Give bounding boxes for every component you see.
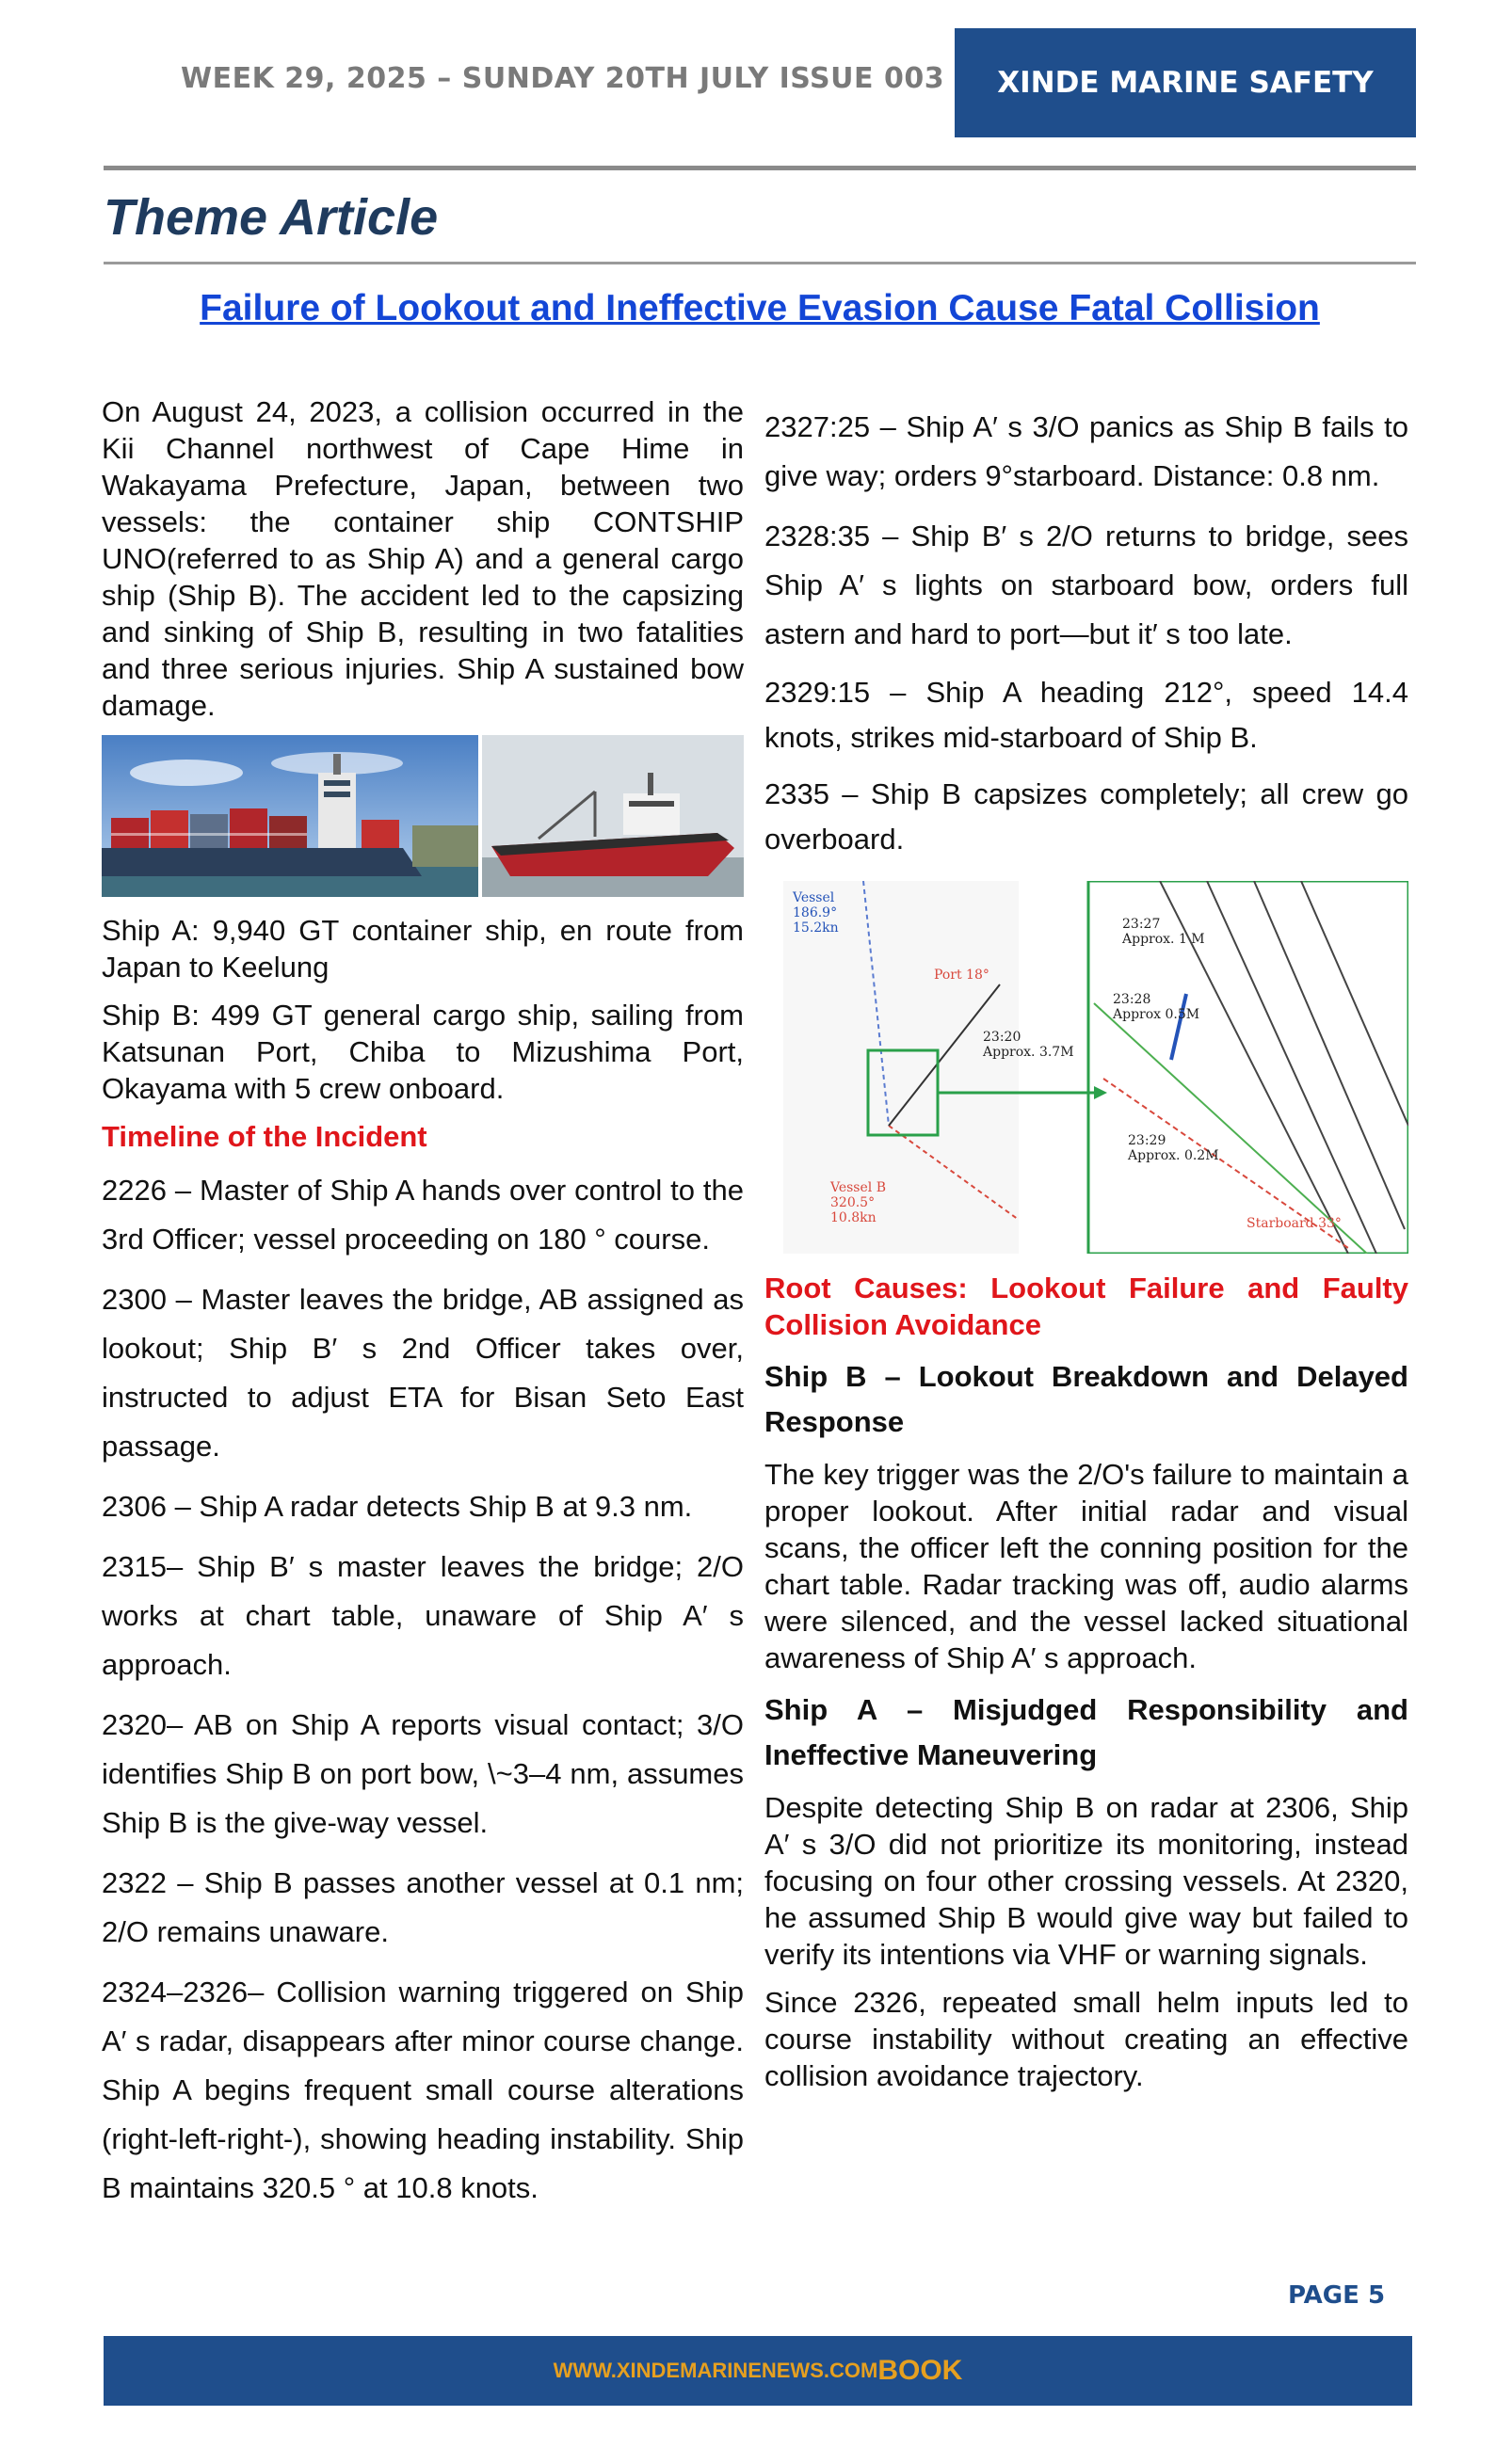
timeline-item: 2328:35 – Ship B′ s 2/O returns to bridge, sees Ship A′ s lights on starboard bow, orders full astern and hard to port—but it′ s too late. — [764, 520, 1408, 650]
cargo-ship-photo — [482, 735, 744, 897]
timeline-item: 2226 – Master of Ship A hands over control to the 3rd Officer; vessel proceeding on 180 ° course. — [102, 1174, 744, 1256]
root-causes-heading: Root Causes: Lookout Failure and Faulty Collision Avoidance — [764, 1272, 1408, 1341]
distance-2329-label: Approx. 0.2M — [1128, 1148, 1219, 1163]
ship-a-analysis: Despite detecting Ship B on radar at 2306, Ship A′ s 3/O did not prioritize its monitoring, instead focusing on four other crossing vessels. At 2320, he assumed Ship B would give way but failed to verify its intentions via VHF or warning signals. — [764, 1791, 1408, 1971]
distance-2327-label: Approx. 1 M — [1122, 932, 1205, 947]
time-2329-label: 23:29 — [1128, 1133, 1166, 1148]
ship-a-analysis-2: Since 2326, repeated small helm inputs led to course instability without creating an effective collision avoidance trajectory. — [764, 1986, 1408, 2092]
vessel-a-label-3: 15.2kn — [793, 920, 839, 936]
page-number: PAGE 5 — [1288, 2281, 1386, 2310]
right-column — [764, 403, 1408, 2105]
ship-a-heading: Ship A – Misjudged Responsibility and Ineffective Maneuvering — [764, 1693, 1408, 1771]
ship-b-description: Ship B: 499 GT general cargo ship, sailing from Katsunan Port, Chiba to Mizushima Port, Okayama with 5 crew onboard. — [102, 999, 744, 1105]
vessel-b-label-3: 10.8kn — [830, 1210, 877, 1225]
ship-b-analysis: The key trigger was the 2/O's failure to maintain a proper lookout. After initial radar and visual scans, the officer left the conning position for the chart table. Radar tracking was off, audio alarms were silenced, and the vessel lacked situational awareness of Ship A′ s approach. — [764, 1458, 1408, 1674]
starboard-turn-label: Starboard 33° — [1247, 1216, 1342, 1231]
brand-banner: XINDE MARINE SAFETY — [955, 28, 1416, 137]
timeline-item: 2315– Ship B′ s master leaves the bridge; 2/O works at chart table, unaware of Ship A′ s approach. — [102, 1550, 744, 1681]
timeline-item: 2324–2326– Collision warning triggered on Ship A′ s radar, disappears after minor course change. Ship A begins frequent small course alterations (right-left-right-), showing heading instability. Ship B maintains 320.5 ° at 10.8 knots. — [102, 1976, 744, 2204]
footer-book-label: BOOK — [877, 2355, 963, 2386]
timeline-item: 2327:25 – Ship A′ s 3/O panics as Ship B fails to give way; orders 9°starboard. Distance: 0.8 nm. — [764, 410, 1408, 492]
section-divider — [104, 262, 1416, 264]
port-turn-label: Port 18° — [934, 968, 989, 983]
article-headline[interactable]: Failure of Lookout and Ineffective Evasion Cause Fatal Collision — [200, 288, 1320, 328]
vessel-b-label-2: 320.5° — [830, 1195, 876, 1210]
time-2320-label: 23:20 — [983, 1030, 1021, 1045]
issue-line: WEEK 29, 2025 – SUNDAY 20TH JULY ISSUE 003 — [181, 62, 945, 95]
distance-2328-label: Approx 0.5M — [1113, 1007, 1200, 1022]
footer-bar — [104, 2336, 1412, 2406]
timeline-heading: Timeline of the Incident — [102, 1120, 427, 1153]
time-2327-label: 23:27 — [1122, 917, 1161, 932]
left-column — [102, 393, 744, 2224]
vessel-a-label-2: 186.9° — [793, 905, 838, 920]
container-ship-photo — [102, 735, 478, 897]
timeline-item: 2329:15 – Ship A heading 212°, speed 14.4 knots, strikes mid-starboard of Ship B. — [764, 676, 1408, 754]
section-title: Theme Article — [104, 189, 439, 246]
collision-track-diagram — [764, 881, 1408, 1254]
timeline-item: 2335 – Ship B capsizes completely; all crew go overboard. — [764, 777, 1408, 856]
timeline-item: 2300 – Master leaves the bridge, AB assigned as lookout; Ship B′ s 2nd Officer takes over, instructed to adjust ETA for Bisan Seto East passage. — [102, 1283, 744, 1463]
vessel-a-label-1: Vessel — [793, 890, 835, 905]
timeline-item: 2306 – Ship A radar detects Ship B at 9.3 nm. — [102, 1490, 693, 1523]
vessel-b-label-1: Vessel B — [830, 1180, 886, 1195]
intro-paragraph: On August 24, 2023, a collision occurred in the Kii Channel northwest of Cape Hime in Wakayama Prefecture, Japan, between two vessels: the container ship CONTSHIP UNO(referred to as Ship A) and a general cargo ship (Ship B). The accident led to the capsizing and sinking of Ship B, resulting in two fatalities and three serious injuries. Ship A sustained bow damage. — [102, 395, 744, 722]
ship-b-heading: Ship B – Lookout Breakdown and Delayed Response — [764, 1360, 1408, 1438]
ship-photos — [102, 735, 744, 897]
header-divider — [104, 166, 1416, 170]
footer-website-link[interactable]: WWW.XINDEMARINENEWS.COM — [553, 2359, 878, 2382]
ship-a-description: Ship A: 9,940 GT container ship, en route from Japan to Keelung — [102, 914, 744, 984]
timeline-item: 2322 – Ship B passes another vessel at 0.1 nm; 2/O remains unaware. — [102, 1866, 744, 1948]
time-2328-label: 23:28 — [1113, 992, 1151, 1007]
timeline-item: 2320– AB on Ship A reports visual contact; 3/O identifies Ship B on port bow, \~3–4 nm, assumes Ship B is the give-way vessel. — [102, 1708, 744, 1839]
distance-2320-label: Approx. 3.7M — [983, 1045, 1074, 1060]
